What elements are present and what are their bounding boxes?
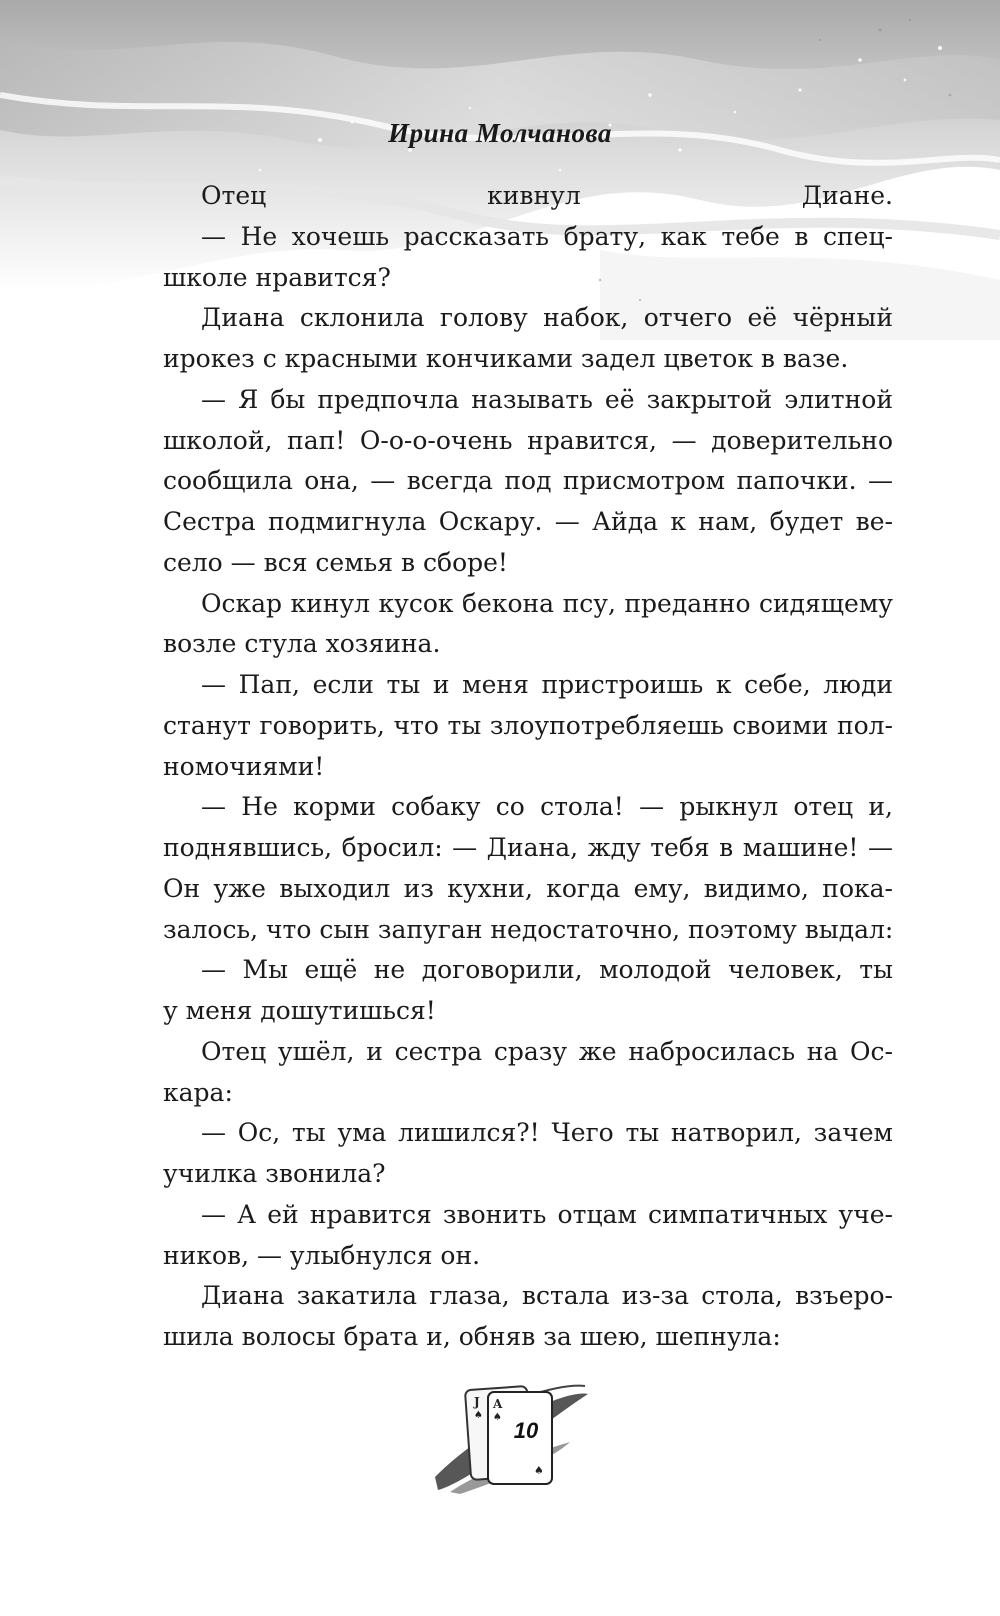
text-line: училка звонила? (163, 1159, 386, 1188)
text-line: — Ос, ты ума лишился?! Чего ты натворил, зачем (201, 1118, 893, 1148)
text-line: — Не корми собаку со стола! — рыкнул отец и, (201, 792, 893, 822)
running-head-author: Ирина Молчанова (388, 118, 612, 148)
text-line: школой, пап! О-о-о-очень нравится, — доверительно (163, 425, 893, 455)
text-line: школе нравится? (163, 262, 391, 292)
text-line: — Мы ещё не договорили, молодой человек, ты (201, 955, 893, 985)
text-line: — Я бы предпочла называть её закрытой элитной (201, 384, 893, 414)
text-line: Оскар кинул кусок бекона псу, преданно сидящему (201, 588, 893, 618)
text-line: ирокез с красными кончиками задел цветок в вазе. (163, 344, 849, 373)
card-back-rank: J (474, 1395, 480, 1409)
text-line: у меня дошутишься! (163, 996, 436, 1025)
text-line: — Не хочешь рассказать брату, как тебе в спец- (201, 221, 893, 251)
text-line: сообщила она, — всегда под присмотром папочки. — (163, 466, 893, 496)
text-line: Диана закатила глаза, встала из-за стола, взъеро- (201, 1281, 893, 1311)
body-text (163, 176, 893, 1358)
text-line: кара: (163, 1077, 233, 1107)
text-line: шила волосы брата и, обняв за шею, шепнула: (163, 1322, 781, 1351)
text-line: Он уже выходил из кухни, когда ему, видимо, пока- (163, 873, 893, 903)
text-line: Сестра подмигнула Оскару. — Айда к нам, будет ве- (163, 507, 893, 536)
text-line: Диана склонила голову набок, отчего её чёрный (201, 303, 893, 333)
text-line: номочиями! (163, 751, 325, 781)
text-line: станут говорить, что ты злоупотребляешь своими пол- (163, 710, 893, 740)
text-line: поднявшись, бросил: — Диана, жду тебя в машине! — (163, 833, 893, 862)
page-number: 10 (513, 1418, 539, 1443)
text-line: возле стула хозяина. (163, 629, 441, 659)
text-line: село — вся семья в сборе! (163, 547, 508, 577)
text-line: — Пап, если ты и меня пристроишь к себе, люди (201, 670, 893, 699)
card-front-rank: A (493, 1397, 503, 1411)
spade-icon: ♠ (493, 1412, 502, 1423)
spade-icon: ♠ (474, 1410, 483, 1421)
text-line: Отец ушёл, и сестра сразу же набросилась на Ос- (201, 1036, 893, 1066)
text-line: — А ей нравится звонить отцам симпатичных уче- (201, 1199, 893, 1229)
text-line: Отец кивнул Диане. (201, 181, 893, 210)
spade-icon: ♠ (534, 1464, 544, 1477)
text-line: залось, что сын запуган недостаточно, поэтому выдал: (163, 914, 893, 944)
text-line: ников, — улыбнулся он. (163, 1240, 481, 1270)
